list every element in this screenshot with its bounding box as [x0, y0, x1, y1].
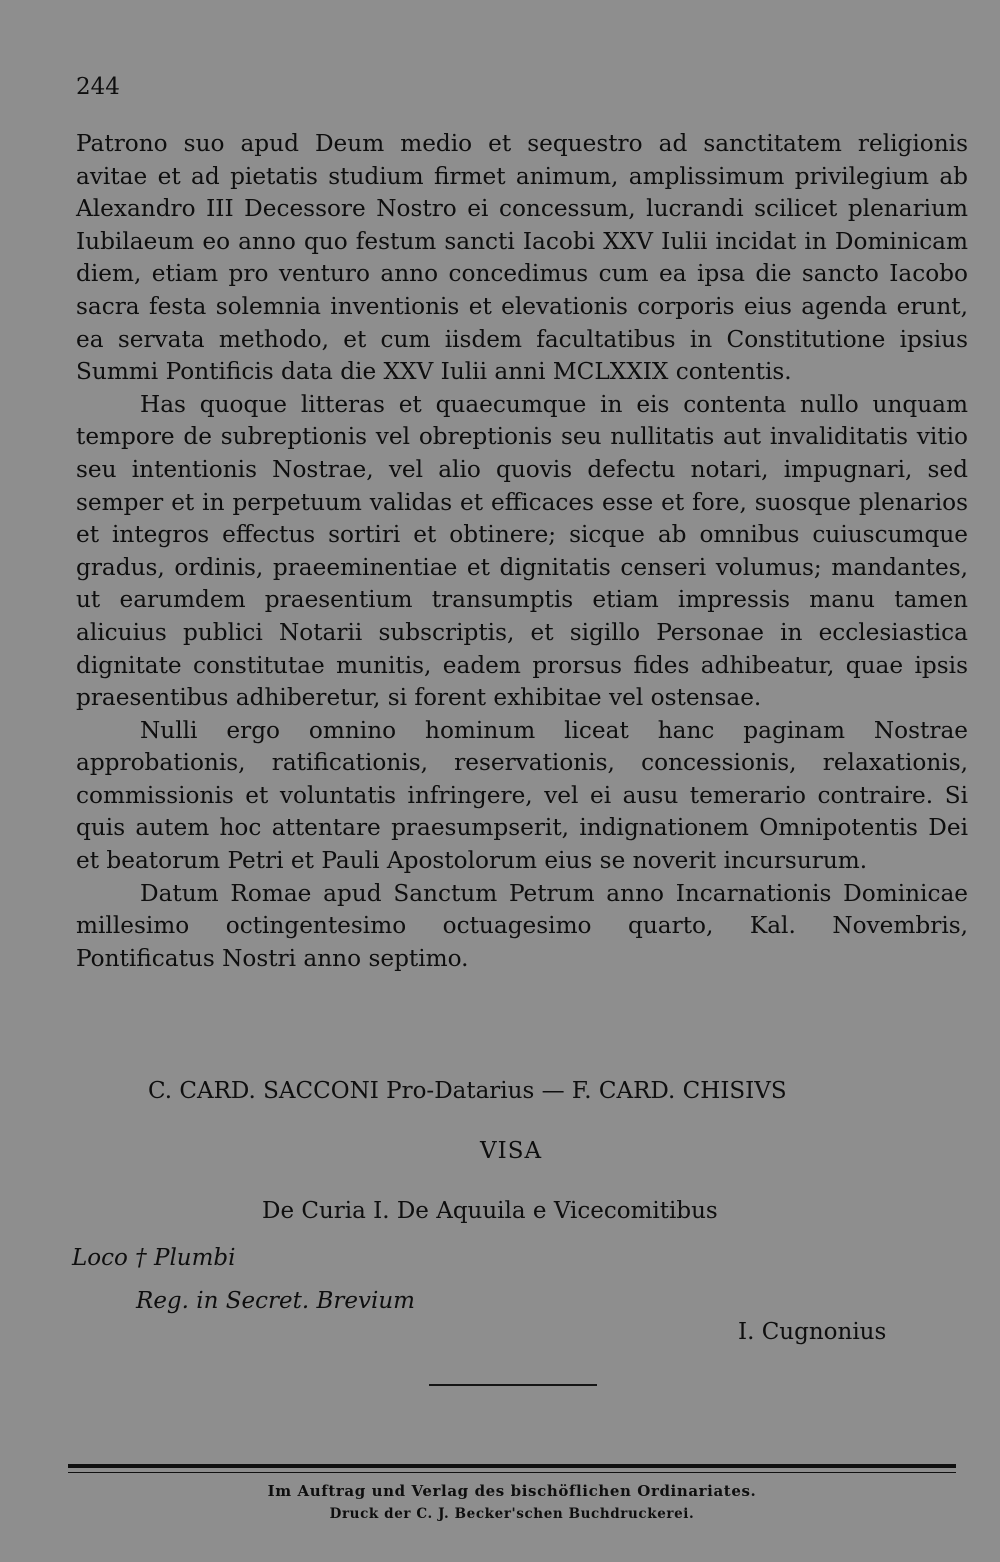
body-text: [76, 128, 968, 975]
footer-rule-thick: [68, 1464, 956, 1468]
short-divider: [429, 1384, 597, 1386]
paragraph-1: Patrono suo apud Deum medio et sequestro ad sanctitatem religionis avitae et ad pietatis studium firmet animum, amplissimum privilegium ab Alexandro III Decessore Nostro ei concessum, lucrandi scilicet plenarium Iubilaeum eo anno quo festum sancti Iacobi XXV Iulii incidat in Dominicam diem, etiam pro venturo anno concedimus cum ea ipsa die sancto Iacobo sacra festa solemnia inventionis et elevationis corporis eius agenda erunt, ea servata methodo, et cum iisdem facultatibus in Constitutione ipsius Summi Pontificis data die XXV Iulii anni MCLXXIX contentis.: [76, 130, 968, 386]
signature-line: C. CARD. SACCONI Pro-Datarius — F. CARD. CHISIVS: [148, 1078, 787, 1104]
loco-plumbi: Loco † Plumbi: [72, 1245, 236, 1271]
cugnonius-signature: I. Cugnonius: [738, 1319, 887, 1345]
page-number: 244: [76, 74, 120, 100]
paragraph-3: Nulli ergo omnino hominum liceat hanc paginam Nostrae approbationis, ratificationis, reservationis, concessionis, relaxationis, commissionis et voluntatis infringere, vel ei ausu temerario contraire. Si quis autem hoc attentare praesumpserit, indignationem Omnipotentis Dei et beatorum Petri et Pauli Apostolorum eius se noverit incursurum.: [76, 716, 968, 875]
imprint-line-1: Im Auftrag und Verlag des bischöflichen Ordinariates.: [267, 1482, 757, 1500]
paragraph-2: Has quoque litteras et quaecumque in eis contenta nullo unquam tempore de subreptionis vel obreptionis seu nullitatis aut invaliditatis vitio seu intentionis Nostrae, vel alio quovis defectu notari, impugnari, sed semper et in perpetuum validas et efficaces esse et fore, suosque plenarios et integros effectus sortiri et obtinere; sicque ab omnibus cuiuscumque gradus, ordinis, praeeminentiae et dignitatis censeri volumus; mandantes, ut earumdem praesentium transumptis etiam impressis manu tamen alicuius publici Notarii subscriptis, et sigillo Personae in ecclesiastica dignitate constitutae munitis, eadem prorsus fides adhibeatur, quae ipsis praesentibus adhiberetur, si forent exhibitae vel ostensae.: [76, 390, 968, 712]
visa-heading: VISA: [480, 1138, 543, 1164]
reg-secret-brevium: Reg. in Secret. Brevium: [136, 1288, 415, 1314]
footer-rule: [68, 1464, 956, 1473]
imprint-line-2: Druck der C. J. Becker'schen Buchdruckerei.: [329, 1506, 695, 1522]
curia-line: De Curia I. De Aquuila e Vicecomitibus: [262, 1198, 718, 1224]
footer-rule-thin: [68, 1472, 956, 1473]
paragraph-4: Datum Romae apud Sanctum Petrum anno Incarnationis Dominicae millesimo octingentesimo octuagesimo quarto, Kal. Novembris, Pontificatus Nostri anno septimo.: [76, 879, 968, 972]
